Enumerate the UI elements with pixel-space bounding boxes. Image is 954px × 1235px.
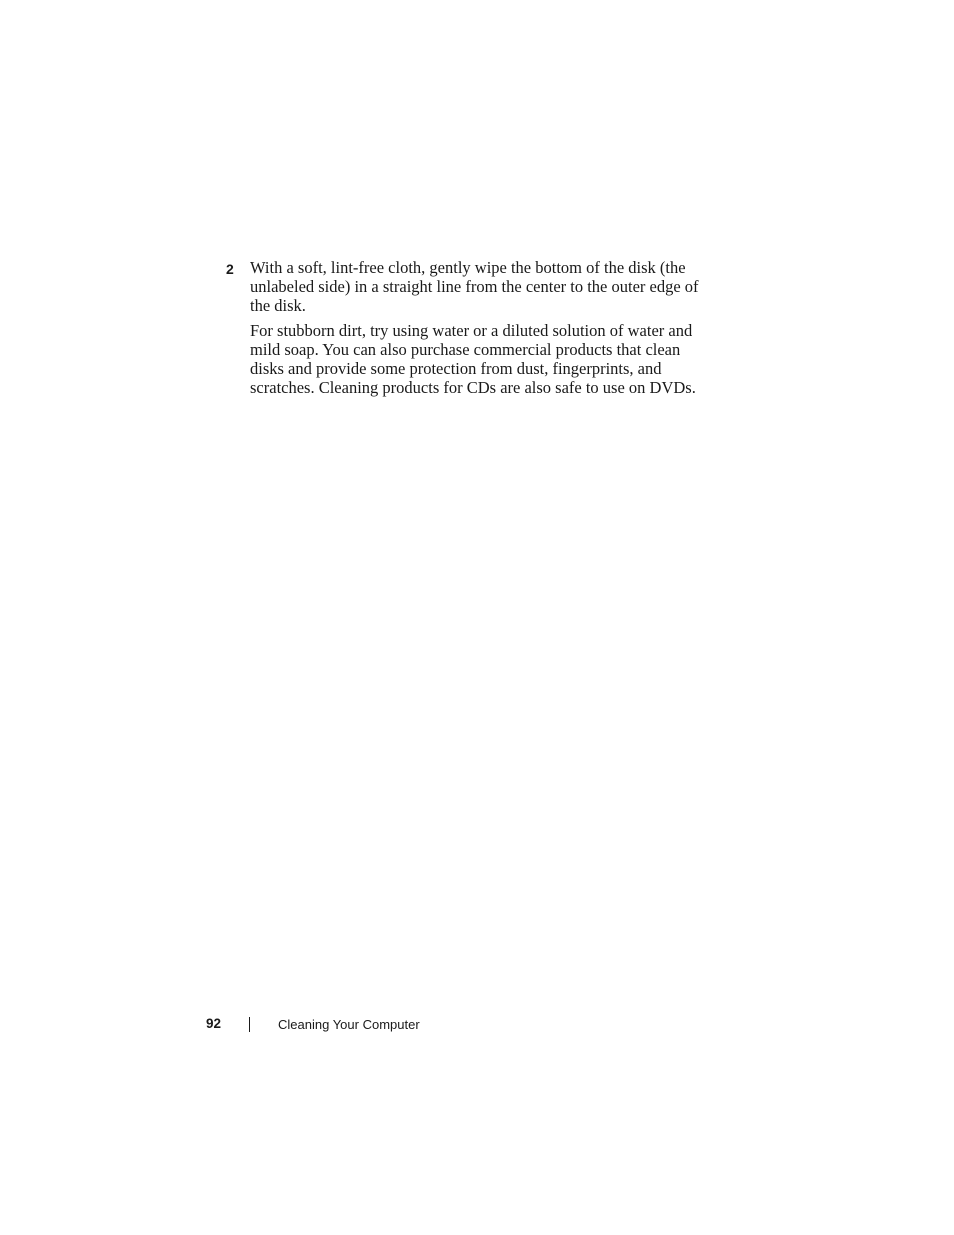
page-footer (206, 1015, 606, 1035)
step-note: For stubborn dirt, try using water or a diluted solution of water and mild soap. You can also purchase commercial products that clean disks and provide some protection from dust, fingerprints, and scratches. Cleaning products for CDs are also safe to use on DVDs. (250, 321, 696, 397)
page-number: 92 (206, 1016, 222, 1031)
step-instruction: With a soft, lint-free cloth, gently wipe the bottom of the disk (the unlabeled side) in a straight line from the center to the outer edge of the disk. (250, 258, 699, 315)
footer-divider (249, 1017, 250, 1032)
step-number: 2 (226, 261, 234, 277)
chapter-title: Cleaning Your Computer (278, 1017, 420, 1032)
step-body (250, 258, 710, 403)
